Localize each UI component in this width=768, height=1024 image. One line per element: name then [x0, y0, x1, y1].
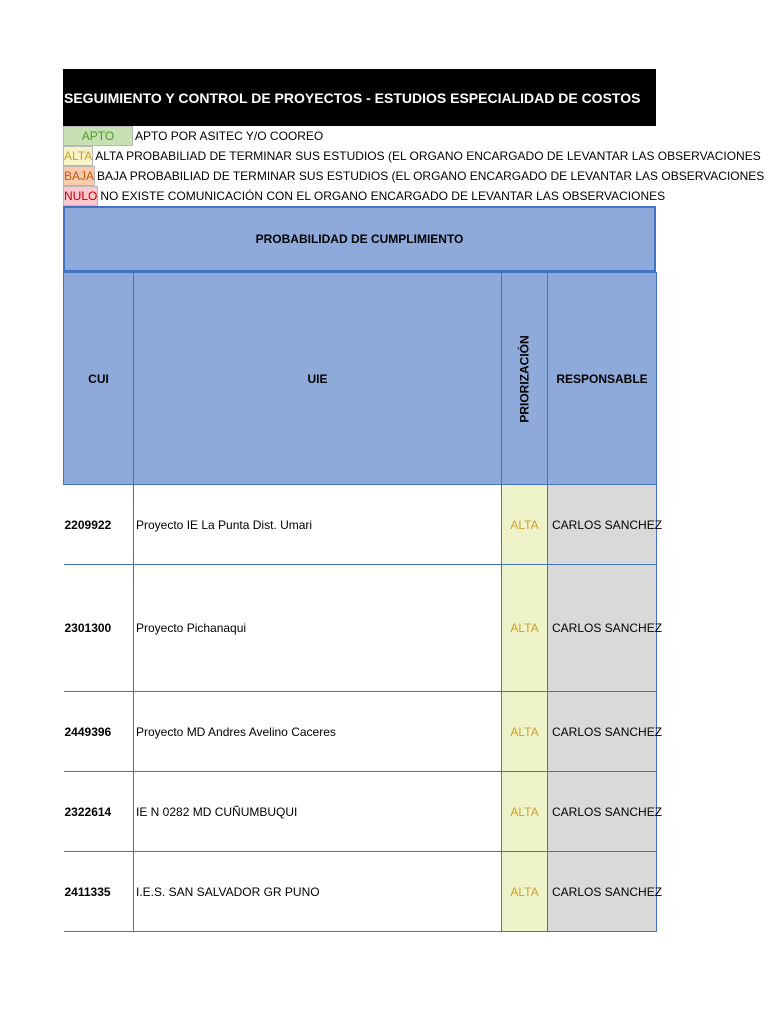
legend-tag-nulo[interactable]: NULO — [63, 186, 98, 206]
legend-desc-nulo[interactable]: NO EXISTE COMUNICACIÓN CON EL ORGANO ENCARGADO DE LEVANTAR LAS OBSERVACIONES — [100, 189, 666, 203]
cell-uie[interactable]: IE N 0282 MD CUÑUMBUQUI — [134, 772, 502, 852]
legend-row-nulo — [63, 186, 666, 206]
cell-responsable[interactable]: CARLOS SANCHEZ — [548, 692, 657, 772]
cell-priorizacion[interactable]: ALTA — [502, 852, 548, 932]
table-row — [64, 692, 657, 772]
table-row — [64, 565, 657, 692]
legend-tag-alta[interactable]: ALTA — [63, 146, 93, 166]
legend — [63, 126, 765, 206]
cell-responsable[interactable]: CARLOS SANCHEZ — [548, 772, 657, 852]
column-header-cui[interactable]: CUI — [64, 273, 134, 485]
table-header-row — [64, 273, 657, 485]
legend-row-apto — [63, 126, 656, 146]
legend-desc-alta[interactable]: ALTA PROBABILIAD DE TERMINAR SUS ESTUDIOS (EL ORGANO ENCARGADO DE LEVANTAR LAS OBSERVACIONES — [95, 149, 761, 163]
column-header-priorizacion[interactable] — [502, 273, 548, 485]
legend-desc-apto[interactable]: APTO POR ASITEC Y/O COOREO — [135, 129, 324, 143]
table-row — [64, 485, 657, 565]
legend-tag-baja[interactable]: BAJA — [63, 166, 95, 186]
legend-row-baja — [63, 166, 765, 186]
probability-header[interactable]: PROBABILIDAD DE CUMPLIMIENTO — [63, 206, 656, 272]
cell-cui[interactable]: 2411335 — [64, 852, 134, 932]
cell-cui[interactable]: 2449396 — [64, 692, 134, 772]
cell-cui[interactable]: 2322614 — [64, 772, 134, 852]
cell-priorizacion[interactable]: ALTA — [502, 772, 548, 852]
sheet-title: SEGUIMIENTO Y CONTROL DE PROYECTOS - ESTUDIOS ESPECIALIDAD DE COSTOS — [63, 69, 656, 126]
cell-responsable[interactable]: CARLOS SANCHEZ — [548, 565, 657, 692]
projects-table — [63, 272, 663, 932]
cell-uie[interactable]: Proyecto IE La Punta Dist. Umari — [134, 485, 502, 565]
cell-priorizacion[interactable]: ALTA — [502, 692, 548, 772]
cell-responsable[interactable]: CARLOS SANCHEZ — [548, 852, 657, 932]
table-row — [64, 772, 657, 852]
table-row — [64, 852, 657, 932]
spreadsheet — [63, 69, 765, 932]
legend-desc-baja[interactable]: BAJA PROBABILIAD DE TERMINAR SUS ESTUDIOS (EL ORGANO ENCARGADO DE LEVANTAR LAS OBSERVACIONES — [97, 169, 765, 183]
column-header-uie[interactable]: UIE — [134, 273, 502, 485]
cell-cui[interactable]: 2301300 — [64, 565, 134, 692]
cell-uie[interactable]: I.E.S. SAN SALVADOR GR PUNO — [134, 852, 502, 932]
cell-responsable[interactable]: CARLOS SANCHEZ — [548, 485, 657, 565]
cell-priorizacion[interactable]: ALTA — [502, 485, 548, 565]
cell-priorizacion[interactable]: ALTA — [502, 565, 548, 692]
cell-uie[interactable]: Proyecto Pichanaqui — [134, 565, 502, 692]
cell-uie[interactable]: Proyecto MD Andres Avelino Caceres — [134, 692, 502, 772]
column-header-responsable[interactable]: RESPONSABLE — [548, 273, 657, 485]
legend-row-alta — [63, 146, 761, 166]
cell-cui[interactable]: 2209922 — [64, 485, 134, 565]
priorizacion-label: PRIORIZACIÓN — [517, 334, 532, 423]
legend-tag-apto[interactable]: APTO — [63, 126, 133, 146]
